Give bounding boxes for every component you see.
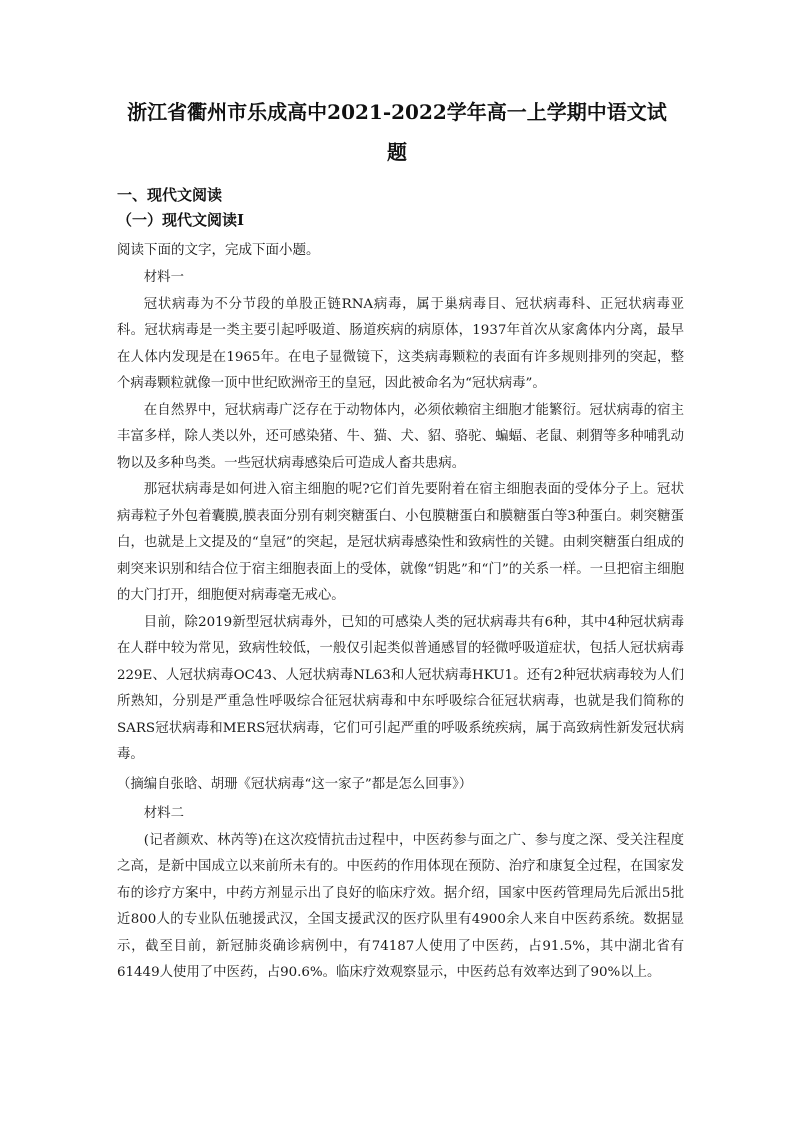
- material-one-source: （摘编自张晗、胡珊《冠状病毒“这一家子”都是怎么回事》）: [117, 776, 473, 792]
- title-line-2: 题: [387, 140, 407, 164]
- material-one-paragraph-1: 冠状病毒为不分节段的单股正链RNA病毒，属于巢病毒目、冠状病毒科、正冠状病毒亚科。冠状病毒是一类主要引起呼吸道、肠道疾病的病原体，1937年首次从家禽体内分离，最早在人体内发现是在1965年。在电子显微镜下，这类病毒颗粒的表面有许多规则排列的突起，整个病毒颗粒就像一顶中世纪欧洲帝王的皇冠，因此被命名为“冠状病毒”。: [117, 296, 684, 391]
- title-line-1: 浙江省衢州市乐成高中2021-2022学年高一上学期中语文试: [127, 100, 667, 124]
- document-title: [100, 92, 694, 172]
- material-one-paragraph-2: 在自然界中，冠状病毒广泛存在于动物体内，必须依赖宿主细胞才能繁衍。冠状病毒的宿主丰富多样，除人类以外，还可感染猪、牛、猫、犬、貂、骆驼、蝙蝠、老鼠、刺猬等多种哺乳动物以及多种鸟类。一些冠状病毒感染后可造成人畜共患病。: [117, 402, 684, 471]
- material-one-paragraph-3: 那冠状病毒是如何进入宿主细胞的呢?它们首先要附着在宿主细胞表面的受体分子上。冠状病毒粒子外包着囊膜,膜表面分别有刺突糖蛋白、小包膜糖蛋白和膜糖蛋白等3种蛋白。刺突糖蛋白，也就是上文提及的“皇冠”的突起，是冠状病毒感染性和致病性的关键。由刺突糖蛋白组成的刺突来识别和结合位于宿主细胞表面上的受体，就像“钥匙”和“门”的关系一样。一旦把宿主细胞的大门打开，细胞便对病毒毫无戒心。: [117, 482, 684, 603]
- reading-material: [117, 265, 684, 987]
- subsection-heading: （一）现代文阅读Ⅰ: [117, 211, 245, 229]
- material-two-label: 材料二: [143, 806, 184, 821]
- material-one-paragraph-4: 目前，除2019新型冠状病毒外，已知的可感染人类的冠状病毒共有6种，其中4种冠状病毒在人群中较为常见，致病性较低，一般仅引起类似普通感冒的轻微呼吸道症状，包括人冠状病毒229E、人冠状病毒OC43、人冠状病毒NL63和人冠状病毒HKU1。还有2种冠状病毒较为人们所熟知，分别是严重急性呼吸综合征冠状病毒和中东呼吸综合征冠状病毒，也就是我们简称的SARS冠状病毒和MERS冠状病毒，它们可引起严重的呼吸系统疾病，属于高致病性新发冠状病毒。: [117, 614, 684, 762]
- material-one-label: 材料一: [143, 270, 184, 285]
- material-two-paragraph-1: (记者颜欢、林芮等)在这次疫情抗击过程中，中医药参与面之广、参与度之深、受关注程度之高，是新中国成立以来前所未有的。中医药的作用体现在预防、治疗和康复全过程，在国家发布的诊疗方案中，中药方剂显示出了良好的临床疗效。据介绍，国家中医药管理局先后派出5批近800人的专业队伍驰援武汉，全国支援武汉的医疗队里有4900余人来自中医药系统。数据显示，截至目前，新冠肺炎确诊病例中，有74187人使用了中医药，占91.5%，其中湖北省有61449人使用了中医药，占90.6%。临床疗效观察显示，中医药总有效率达到了90%以上。: [117, 832, 684, 980]
- reading-instruction: 阅读下面的文字，完成下面小题。: [117, 242, 320, 258]
- section-heading: 一、现代文阅读: [117, 186, 223, 204]
